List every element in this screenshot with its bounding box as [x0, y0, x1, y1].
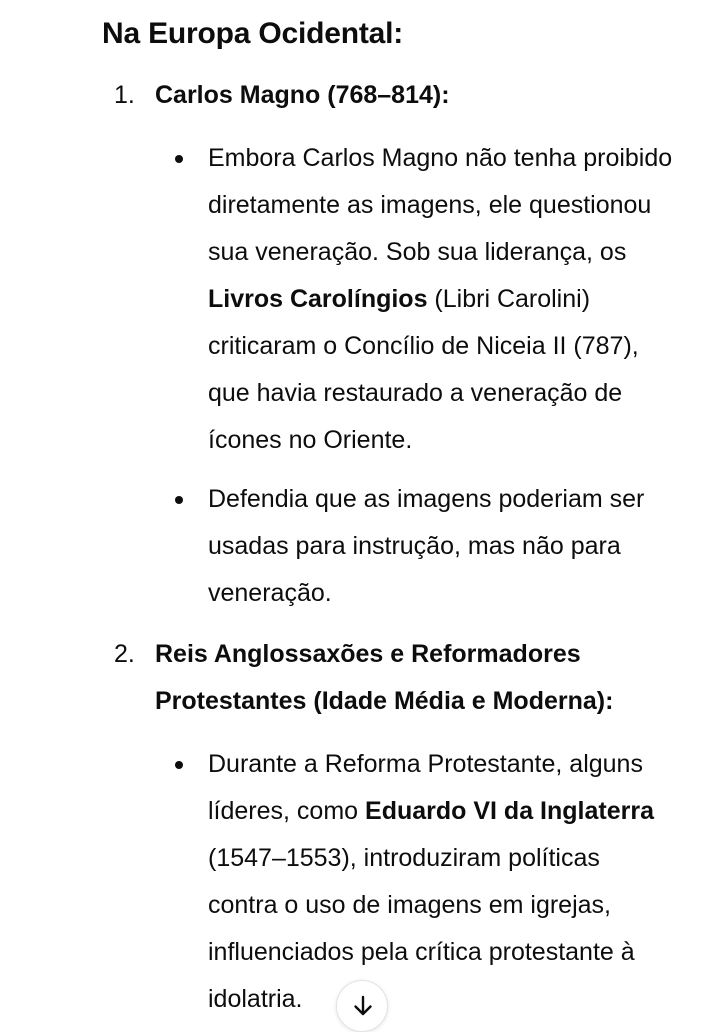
text-line: diretamente as imagens, ele questionou [208, 191, 652, 219]
bullet-dot [175, 155, 183, 163]
text-line [208, 276, 713, 323]
bullet-text [208, 741, 713, 1023]
bullet-text [208, 135, 713, 464]
text-line: Embora Carlos Magno não tenha proibido [208, 144, 673, 172]
text-line: idolatria. [208, 985, 303, 1013]
text-line: que havia restaurado a veneração de [208, 379, 623, 407]
scroll-down-button[interactable] [336, 980, 388, 1032]
text-line: sua veneração. Sob sua liderança, os [208, 238, 627, 266]
arrow-down-icon [352, 994, 374, 1018]
text-line: usadas para instrução, mas não para [208, 532, 621, 560]
bold-term: Livros Carolíngios [208, 285, 428, 313]
text-line: veneração. [208, 579, 332, 607]
text-span: líderes, como [208, 797, 366, 825]
bullet-text [208, 476, 713, 617]
bullet-dot [175, 496, 183, 504]
list-item-title: Carlos Magno (768–814): [155, 81, 450, 109]
text-line: ícones no Oriente. [208, 426, 413, 454]
text-line [208, 788, 713, 835]
text-line: Defendia que as imagens poderiam ser [208, 485, 645, 513]
text-line: (1547–1553), introduziram políticas [208, 844, 600, 872]
list-item-title [155, 631, 715, 725]
list-number: 2. [114, 640, 135, 668]
section-heading: Na Europa Ocidental: [102, 17, 404, 50]
list-number: 1. [114, 81, 135, 109]
title-line: Reis Anglossaxões e Reformadores [155, 640, 581, 668]
text-line: contra o uso de imagens em igrejas, [208, 891, 611, 919]
bullet-dot [175, 761, 183, 769]
title-line: Protestantes (Idade Média e Moderna): [155, 687, 614, 715]
text-line: criticaram o Concílio de Niceia II (787), [208, 332, 639, 360]
bold-term: Eduardo VI da Inglaterra [365, 797, 654, 825]
text-span: (Libri Carolini) [427, 285, 591, 313]
text-line: Durante a Reforma Protestante, alguns [208, 750, 643, 778]
text-line: influenciados pela crítica protestante à [208, 938, 635, 966]
